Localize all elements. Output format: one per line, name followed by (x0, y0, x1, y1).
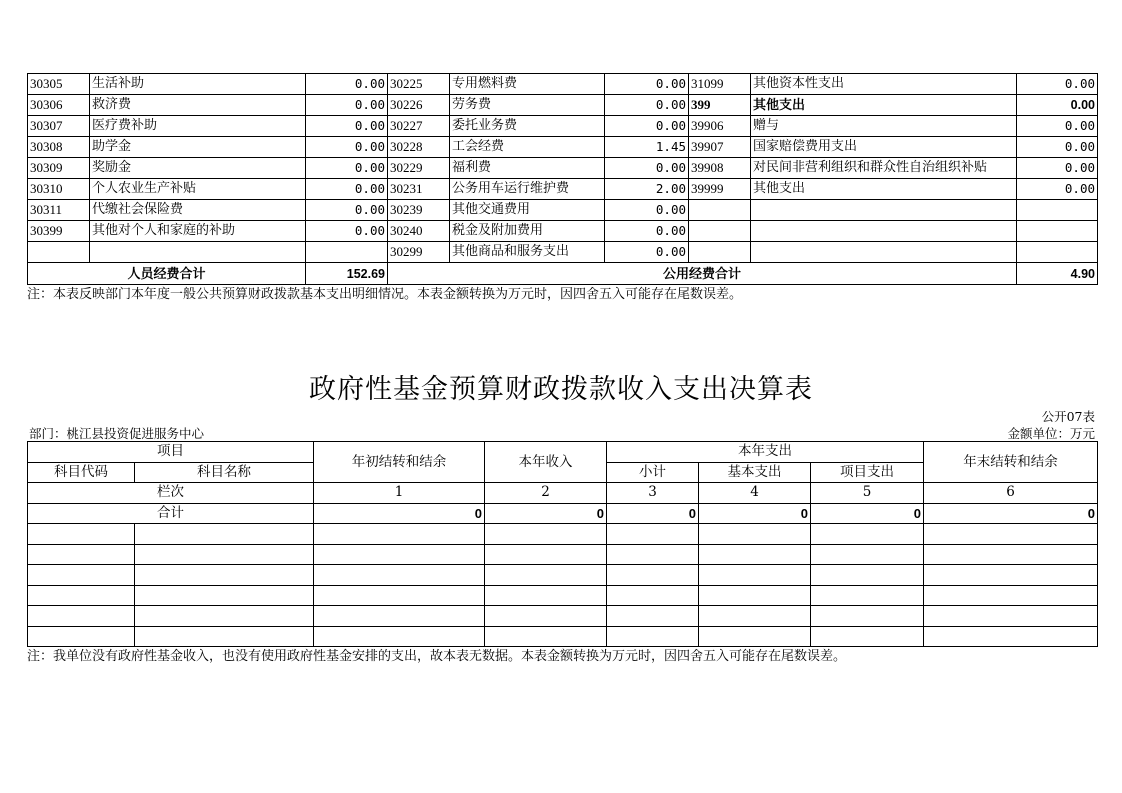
amount (1017, 200, 1098, 221)
subject-name (751, 242, 1017, 263)
subject-code: 30229 (388, 158, 450, 179)
total-value: 0 (699, 503, 811, 524)
empty-cell (314, 585, 485, 606)
total-value: 0 (607, 503, 699, 524)
amount: 0.00 (605, 158, 689, 179)
header-current-income: 本年收入 (485, 442, 607, 483)
amount (1017, 221, 1098, 242)
amount: 0.00 (1017, 158, 1098, 179)
amount: 0.00 (605, 116, 689, 137)
empty-cell (28, 565, 135, 586)
header-subject-code: 科目代码 (28, 462, 135, 483)
empty-cell (135, 606, 314, 627)
empty-row (28, 585, 1098, 606)
empty-cell (485, 565, 607, 586)
empty-cell (924, 585, 1098, 606)
total-value: 0 (485, 503, 607, 524)
form-code: 公开07表 (1041, 409, 1095, 424)
table-row (28, 74, 1098, 95)
subject-name: 劳务费 (450, 95, 605, 116)
subject-code: 30240 (388, 221, 450, 242)
subject-code: 30306 (28, 95, 90, 116)
amount: 0.00 (605, 95, 689, 116)
amount: 0.00 (306, 158, 388, 179)
empty-cell (607, 524, 699, 545)
table-row (28, 179, 1098, 200)
empty-cell (314, 626, 485, 647)
empty-cell (314, 606, 485, 627)
amount: 1.45 (605, 137, 689, 158)
subject-code (28, 242, 90, 263)
subject-code: 30227 (388, 116, 450, 137)
empty-cell (135, 565, 314, 586)
table-note: 注：我单位没有政府性基金收入，也没有使用政府性基金安排的支出，故本表无数据。本表金额转换为万元时，因四舍五入可能存在尾数误差。 (27, 649, 847, 664)
table-row (28, 116, 1098, 137)
expense-total-row (28, 263, 1098, 285)
empty-row (28, 606, 1098, 627)
public-total-label: 公用经费合计 (388, 263, 1017, 285)
basic-expenditure-detail-table (27, 73, 1098, 285)
subject-code: 30308 (28, 137, 90, 158)
empty-cell (135, 626, 314, 647)
subject-code: 30305 (28, 74, 90, 95)
header-basic-expense: 基本支出 (699, 462, 811, 483)
column-number: 6 (924, 483, 1098, 504)
empty-cell (485, 606, 607, 627)
amount: 0.00 (1017, 74, 1098, 95)
subject-code: 30311 (28, 200, 90, 221)
amount: 0.00 (306, 95, 388, 116)
empty-cell (811, 626, 924, 647)
subject-code (689, 200, 751, 221)
empty-cell (607, 544, 699, 565)
subject-code (689, 221, 751, 242)
empty-cell (28, 626, 135, 647)
amount: 0.00 (306, 137, 388, 158)
subject-name: 其他商品和服务支出 (450, 242, 605, 263)
subject-name: 个人农业生产补贴 (90, 179, 306, 200)
subject-name: 其他支出 (751, 95, 1017, 116)
column-number-label: 栏次 (28, 483, 314, 504)
subject-code: 30228 (388, 137, 450, 158)
subject-code: 30309 (28, 158, 90, 179)
subject-name: 福利费 (450, 158, 605, 179)
subject-name: 生活补助 (90, 74, 306, 95)
empty-cell (811, 585, 924, 606)
amount: 0.00 (605, 200, 689, 221)
empty-cell (607, 626, 699, 647)
header-subtotal: 小计 (607, 462, 699, 483)
amount: 0.00 (306, 74, 388, 95)
amount: 0.00 (605, 221, 689, 242)
subject-code: 39908 (689, 158, 751, 179)
subject-code: 30239 (388, 200, 450, 221)
subject-code: 31099 (689, 74, 751, 95)
header-project-expense: 项目支出 (811, 462, 924, 483)
column-number: 4 (699, 483, 811, 504)
subject-name: 其他对个人和家庭的补助 (90, 221, 306, 242)
subject-name: 税金及附加费用 (450, 221, 605, 242)
empty-cell (699, 606, 811, 627)
table-row (28, 158, 1098, 179)
subject-name: 对民间非营利组织和群众性自治组织补贴 (751, 158, 1017, 179)
empty-cell (811, 565, 924, 586)
subject-code (689, 242, 751, 263)
total-value: 0 (924, 503, 1098, 524)
header-item: 项目 (28, 442, 314, 463)
empty-cell (699, 565, 811, 586)
subject-name: 奖励金 (90, 158, 306, 179)
amount (1017, 242, 1098, 263)
subject-code: 39999 (689, 179, 751, 200)
empty-cell (699, 626, 811, 647)
subject-code: 30307 (28, 116, 90, 137)
empty-cell (135, 585, 314, 606)
empty-cell (924, 606, 1098, 627)
subject-name: 赠与 (751, 116, 1017, 137)
empty-cell (924, 544, 1098, 565)
empty-cell (135, 524, 314, 545)
empty-cell (811, 524, 924, 545)
subject-code: 399 (689, 95, 751, 116)
subject-name: 专用燃料费 (450, 74, 605, 95)
total-value: 0 (314, 503, 485, 524)
subject-code: 39906 (689, 116, 751, 137)
amount: 0.00 (1017, 95, 1098, 116)
empty-cell (28, 524, 135, 545)
subject-name: 医疗费补助 (90, 116, 306, 137)
empty-cell (485, 544, 607, 565)
subject-name: 助学金 (90, 137, 306, 158)
table-note: 注：本表反映部门本年度一般公共预算财政拨款基本支出明细情况。本表金额转换为万元时，因四舍五入可能存在尾数误差。 (27, 287, 743, 302)
subject-name: 国家赔偿费用支出 (751, 137, 1017, 158)
column-number-row (28, 483, 1098, 504)
column-number: 3 (607, 483, 699, 504)
personnel-total-label: 人员经费合计 (28, 263, 306, 285)
subject-name (751, 221, 1017, 242)
subject-code: 30299 (388, 242, 450, 263)
empty-cell (135, 544, 314, 565)
empty-cell (607, 585, 699, 606)
subject-code: 39907 (689, 137, 751, 158)
total-label: 合计 (28, 503, 314, 524)
total-value: 0 (811, 503, 924, 524)
empty-cell (607, 565, 699, 586)
empty-cell (314, 524, 485, 545)
subject-name: 委托业务费 (450, 116, 605, 137)
subject-code: 30226 (388, 95, 450, 116)
subject-name: 其他支出 (751, 179, 1017, 200)
subject-code: 30310 (28, 179, 90, 200)
total-row (28, 503, 1098, 524)
subject-name: 其他交通费用 (450, 200, 605, 221)
column-number: 5 (811, 483, 924, 504)
table-row (28, 137, 1098, 158)
subject-code: 30399 (28, 221, 90, 242)
subject-code: 30225 (388, 74, 450, 95)
public-total-value: 4.90 (1017, 263, 1098, 285)
empty-cell (924, 626, 1098, 647)
subject-code: 30231 (388, 179, 450, 200)
header-subject-name: 科目名称 (135, 462, 314, 483)
amount: 0.00 (605, 242, 689, 263)
empty-cell (924, 565, 1098, 586)
header-current-expense: 本年支出 (607, 442, 924, 463)
subject-name (90, 242, 306, 263)
empty-row (28, 524, 1098, 545)
header-opening-balance: 年初结转和结余 (314, 442, 485, 483)
table-row (28, 242, 1098, 263)
empty-cell (811, 544, 924, 565)
personnel-total-value: 152.69 (306, 263, 388, 285)
empty-cell (314, 544, 485, 565)
amount: 0.00 (306, 179, 388, 200)
amount (306, 242, 388, 263)
subject-name: 代缴社会保险费 (90, 200, 306, 221)
empty-row (28, 626, 1098, 647)
amount-unit-label: 金额单位：万元 (1007, 426, 1095, 441)
amount: 0.00 (306, 200, 388, 221)
empty-cell (28, 544, 135, 565)
empty-cell (699, 524, 811, 545)
column-number: 1 (314, 483, 485, 504)
empty-cell (699, 585, 811, 606)
amount: 0.00 (1017, 137, 1098, 158)
subject-name: 其他资本性支出 (751, 74, 1017, 95)
empty-cell (485, 524, 607, 545)
table-row (28, 200, 1098, 221)
subject-name: 工会经费 (450, 137, 605, 158)
empty-cell (924, 524, 1098, 545)
column-number: 2 (485, 483, 607, 504)
amount: 0.00 (306, 221, 388, 242)
empty-cell (28, 585, 135, 606)
empty-cell (485, 626, 607, 647)
empty-row (28, 565, 1098, 586)
empty-cell (607, 606, 699, 627)
subject-name: 公务用车运行维护费 (450, 179, 605, 200)
table-row (28, 95, 1098, 116)
empty-cell (485, 585, 607, 606)
table-row (28, 221, 1098, 242)
empty-row (28, 544, 1098, 565)
page-title: 政府性基金预算财政拨款收入支出决算表 (309, 374, 813, 405)
empty-cell (699, 544, 811, 565)
amount: 0.00 (1017, 179, 1098, 200)
department-label: 部门：桃江县投资促进服务中心 (29, 426, 205, 441)
empty-cell (314, 565, 485, 586)
subject-name (751, 200, 1017, 221)
amount: 2.00 (605, 179, 689, 200)
subject-name: 救济费 (90, 95, 306, 116)
government-fund-table (27, 441, 1098, 647)
header-row-1 (28, 442, 1098, 463)
amount: 0.00 (1017, 116, 1098, 137)
empty-cell (28, 606, 135, 627)
empty-cell (811, 606, 924, 627)
header-closing-balance: 年末结转和结余 (924, 442, 1098, 483)
amount: 0.00 (306, 116, 388, 137)
amount: 0.00 (605, 74, 689, 95)
